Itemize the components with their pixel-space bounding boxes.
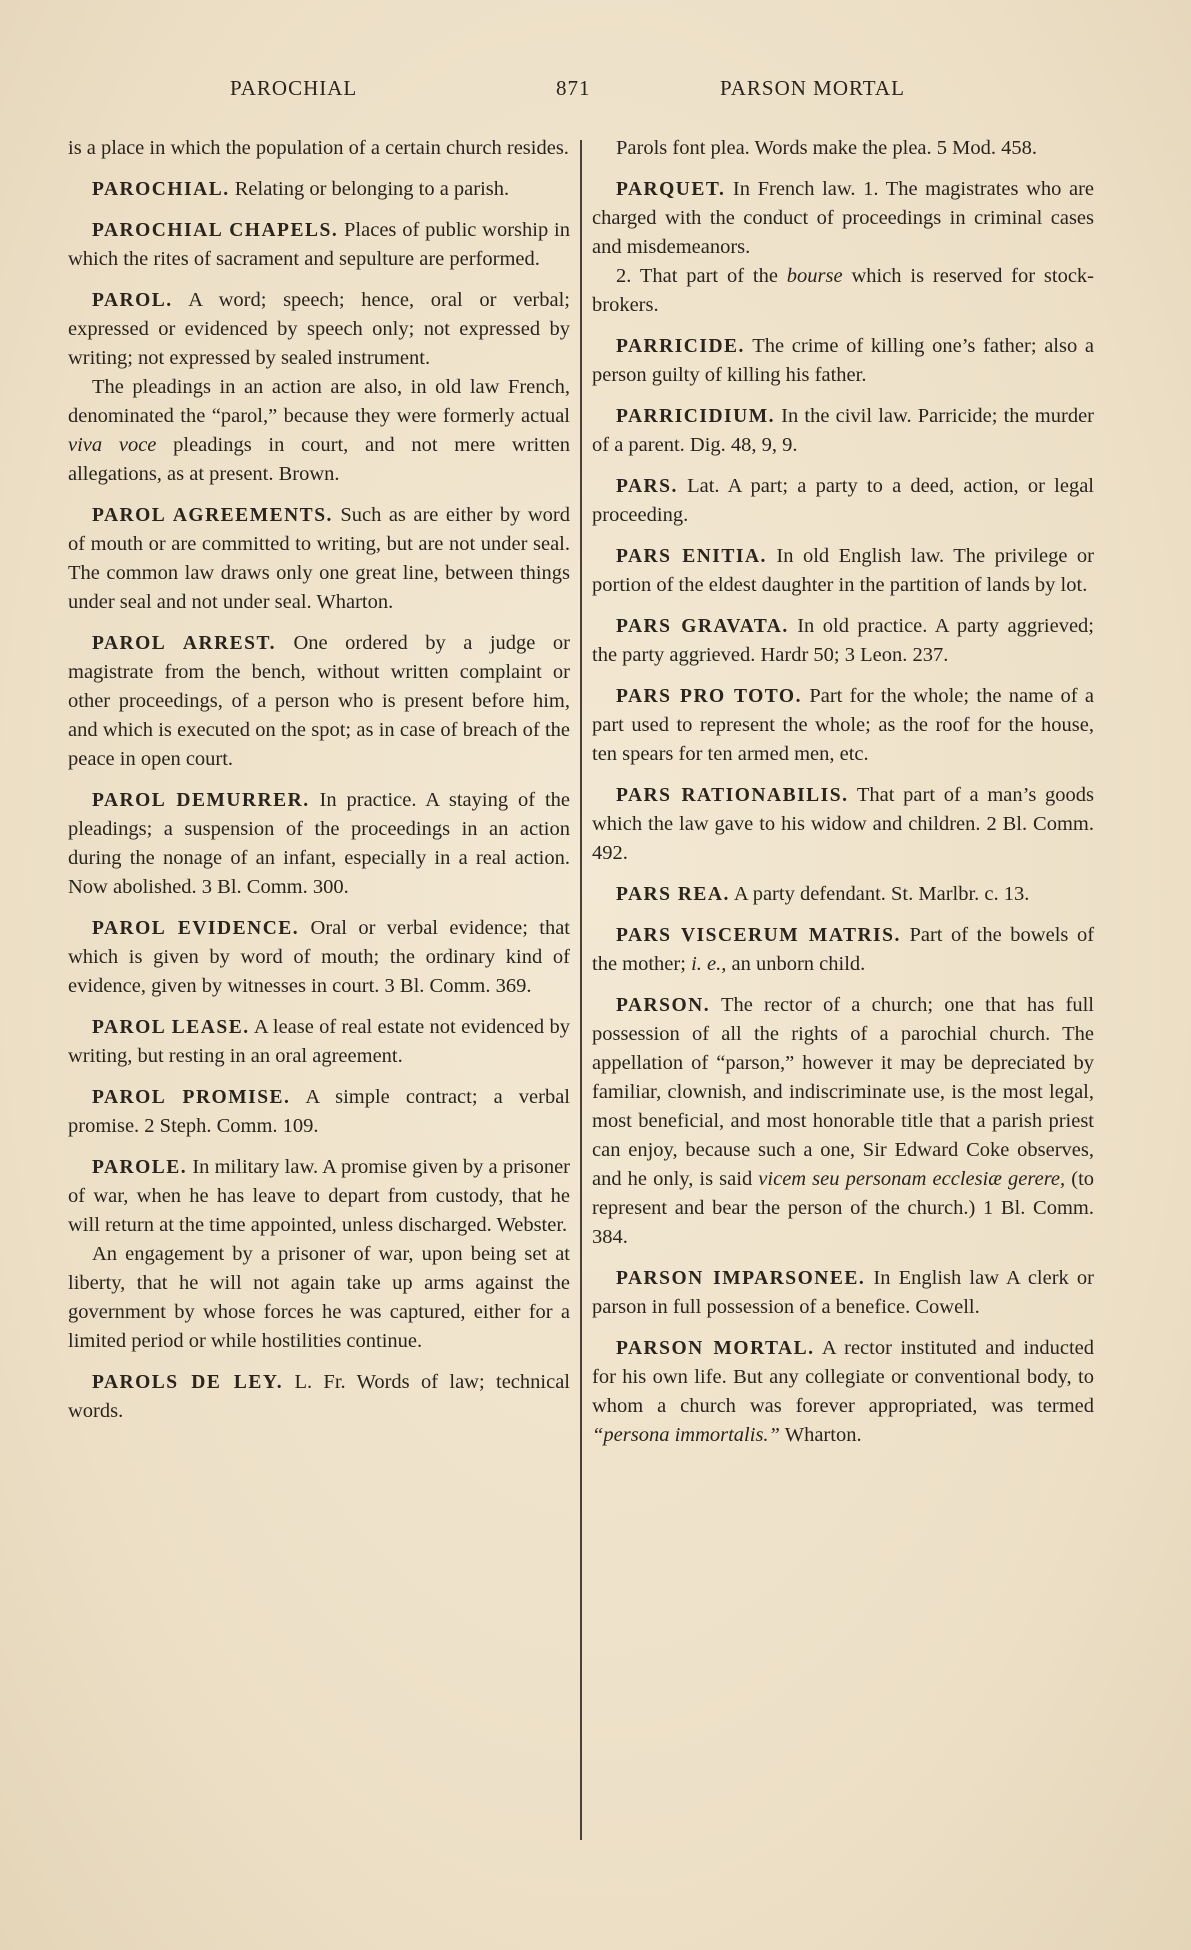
entry-text: The crime of killing one’s father; also a person guilty of killing his father. [592, 335, 1094, 386]
header-right-guide-word: PARSON MORTAL [720, 76, 905, 100]
headword: PARS. [616, 476, 678, 497]
running-header [0, 76, 1191, 108]
entry-parson-mortal [592, 1334, 1094, 1450]
header-left-guide-word: PAROCHIAL [230, 76, 358, 100]
entry-parol-promise [68, 1083, 570, 1141]
entry-text: an unborn child. [731, 953, 866, 975]
entry-parson-imparsonee [592, 1264, 1094, 1322]
headword: PAROL ARREST. [92, 633, 276, 654]
headword: PARS PRO TOTO. [616, 686, 802, 707]
entry-text: The rector of a church; one that has full possession of all the rights of a parochial church. The appellation of “parson,” however it may be depreciated by familiar, clownish, and indiscriminate use, is the most legal, most beneficial, and most honorable title that a parish priest can enjoy, because such a one, Sir Edward Coke observes, and he only, is said [592, 994, 1094, 1190]
entry-parson [592, 991, 1094, 1252]
entry-text: In English law A clerk or parson in full possession of a benefice. Cowell. [592, 1267, 1095, 1318]
headword: PARSON. [616, 995, 711, 1016]
headword: PARS VISCERUM MATRIS. [616, 925, 901, 946]
entry-parricide [592, 332, 1094, 390]
headword: PARSON IMPARSONEE. [616, 1268, 866, 1289]
entry-text: An engagement by a prisoner of war, upon being set at liberty, that he will not again take up arms against the government by whose forces he was captured, either for a limited period or while hostilities continue. [68, 1243, 570, 1352]
headword: PAROL DEMURRER. [92, 790, 310, 811]
entry-text: In military law. A promise given by a prisoner of war, when he has leave to depart from custody, that he will return at the time appointed, unless discharged. Webster. [68, 1156, 570, 1236]
entry-text: Places of public worship in which the rites of sacrament and sepulture are performed. [68, 219, 571, 270]
headword: PAROL EVIDENCE. [92, 918, 300, 939]
entry-text: Parols font plea. Words make the plea. 5 Mod. 458. [616, 137, 1037, 159]
left-column [68, 134, 570, 1438]
entry-text: is a place in which the population of a certain church resides. [68, 137, 569, 159]
entry-text: A lease of real estate not evidenced by writing, but resting in an oral agreement. [68, 1016, 570, 1067]
continued-entry [68, 134, 570, 163]
entry-text: A party defendant. St. Marlbr. c. 13. [733, 883, 1030, 905]
headword: PARRICIDE. [616, 336, 745, 357]
entry-pars [592, 472, 1094, 530]
entry-text: In French law. 1. The magistrates who are charged with the conduct of proceedings in criminal cases and misdemeanors. [592, 178, 1094, 258]
headword: PAROL. [92, 290, 173, 311]
entry-pars-rationabilis [592, 781, 1094, 868]
headword: PAROL LEASE. [92, 1017, 250, 1038]
entry-italic: “persona immortalis.” [592, 1424, 780, 1446]
headword: PARS ENITIA. [616, 546, 767, 567]
entry-pars-rea [592, 880, 1094, 909]
entry-parol-demurrer [68, 786, 570, 902]
entry-text: Relating or belonging to a parish. [234, 178, 510, 200]
entry-text: A word; speech; hence, oral or verbal; expressed or evidenced by speech only; not expressed by writing; not expressed by sealed instrument. [68, 289, 570, 369]
entry-italic: viva voce [68, 434, 157, 456]
entry-italic: vicem seu personam ecclesiæ gerere, [758, 1168, 1066, 1190]
headword: PARQUET. [616, 179, 726, 200]
entry-parol-evidence [68, 914, 570, 1001]
headword: PAROLS DE LEY. [92, 1372, 284, 1393]
entry-pars-enitia [592, 542, 1094, 600]
entry-pars-pro-toto [592, 682, 1094, 769]
entry-parricidium [592, 402, 1094, 460]
entry-italic: i. e., [691, 953, 727, 975]
entry-parole [68, 1153, 570, 1356]
entry-text: In old practice. A party aggrieved; the party aggrieved. Hardr 50; 3 Leon. 237. [592, 615, 1094, 666]
entry-text: which is reserved for stock-brokers. [592, 265, 1095, 316]
headword: PAROCHIAL. [92, 179, 230, 200]
column-divider [580, 140, 582, 1840]
entry-parquet [592, 175, 1094, 320]
entry-text: Oral or verbal evidence; that which is given by word of mouth; the ordinary kind of evidence, given by witnesses in court. 3 Bl. Comm. 369. [68, 917, 570, 997]
headword: PAROL AGREEMENTS. [92, 505, 333, 526]
entry-italic: bourse [786, 265, 843, 287]
entry-text: In practice. A staying of the pleadings; a suspension of the proceedings in an action during the nonage of an infant, especially in a real action. Now abolished. 3 Bl. Comm. 300. [68, 789, 571, 898]
headword: PAROLE. [92, 1157, 188, 1178]
entry-parochial [68, 175, 570, 204]
entry-pars-viscerum-matris [592, 921, 1094, 979]
entry-text: (to represent and bear the person of the church.) 1 Bl. Comm. 384. [592, 1168, 1095, 1248]
entry-text: 2. That part of the [616, 265, 778, 287]
headword: PARS REA. [616, 884, 730, 905]
entry-text: One ordered by a judge or magistrate from the bench, without written complaint or other proceedings, of a person who is present before him, and which is executed on the spot; as in case of breach of the peace in open court. [68, 632, 570, 770]
entry-text: pleadings in court, and not mere written allegations, as at present. Brown. [68, 434, 570, 485]
entry-text: A rector instituted and inducted for his own life. But any collegiate or conventional body, to whom a church was forever appropriated, was termed [592, 1337, 1094, 1417]
entry-text: L. Fr. Words of law; technical words. [68, 1371, 570, 1422]
entry-parols-de-ley [68, 1368, 570, 1426]
continued-entry [592, 134, 1094, 163]
entry-parol-lease [68, 1013, 570, 1071]
entry-parol [68, 286, 570, 489]
entry-text: Part for the whole; the name of a part used to represent the whole; as the roof for the house, ten spears for ten armed men, etc. [592, 685, 1094, 765]
headword: PARS GRAVATA. [616, 616, 789, 637]
entry-text: Lat. A part; a party to a deed, action, or legal proceeding. [592, 475, 1094, 526]
entry-text: The pleadings in an action are also, in old law French, denominated the “parol,” because they were formerly actual [68, 376, 570, 427]
entry-parol-arrest [68, 629, 570, 774]
entry-text: Part of the bowels of the mother; [592, 924, 1095, 975]
headword: PARRICIDIUM. [616, 406, 776, 427]
entry-text: That part of a man’s goods which the law gave to his widow and children. 2 Bl. Comm. 492. [592, 784, 1095, 864]
headword: PARS RATIONABILIS. [616, 785, 849, 806]
right-column [592, 134, 1094, 1462]
entry-text: In old English law. The privilege or portion of the eldest daughter in the partition of lands by lot. [592, 545, 1095, 596]
headword: PAROCHIAL CHAPELS. [92, 220, 339, 241]
entry-parochial-chapels [68, 216, 570, 274]
page-number: 871 [556, 76, 591, 100]
entry-text: Such as are either by word of mouth or are committed to writing, but are not under seal. The common law draws only one great line, between things under seal and not under seal. Wharton. [68, 504, 571, 613]
entry-pars-gravata [592, 612, 1094, 670]
entry-text: A simple contract; a verbal promise. 2 Steph. Comm. 109. [68, 1086, 571, 1137]
headword: PARSON MORTAL. [616, 1338, 815, 1359]
entry-parol-agreements [68, 501, 570, 617]
entry-text: In the civil law. Parricide; the murder of a parent. Dig. 48, 9, 9. [592, 405, 1094, 456]
entry-text: Wharton. [784, 1424, 862, 1446]
headword: PAROL PROMISE. [92, 1087, 291, 1108]
